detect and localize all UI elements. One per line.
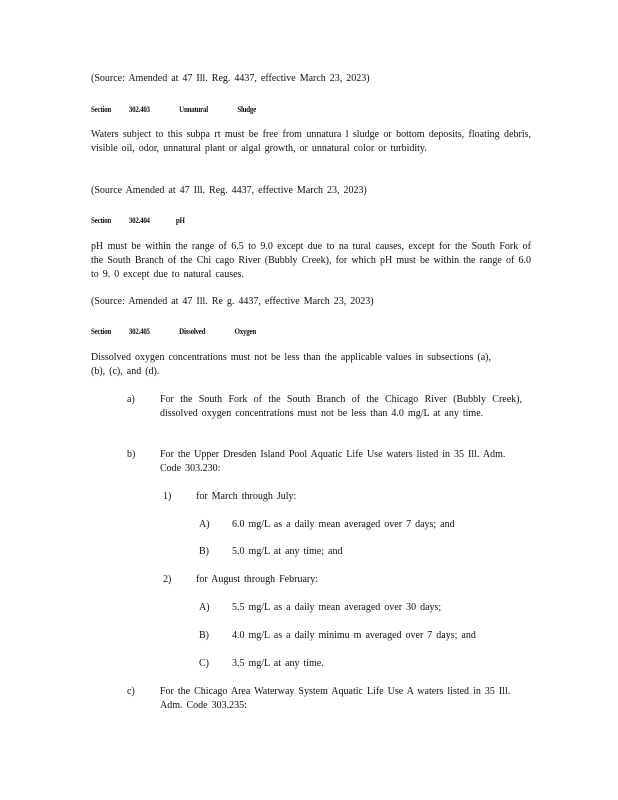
item-label: A) [199,519,210,530]
section-number: 302.405 [128,326,150,336]
item-text: 3.5 mg/L at any time. [232,658,324,669]
item-text: 5.0 mg/L at any time; and [232,546,343,557]
paragraph-302-404: pH must be within the range of 6.5 to 9.0 except due to na tural causes, except for the South Fork of the South Branch of the Chi cago River (Bubbly Creek), for which pH must be within the range of 6.0 to 9. 0 except due to natural causes. [91,241,531,280]
section-heading-302-405 [91,324,256,338]
section-title-word: Unnatural [179,104,208,114]
item-label: a) [127,394,135,405]
source-note: (Source Amended at 47 Ill. Reg. 4437, effective March 23, 2023) [91,185,367,196]
item-text: for March through July: [196,491,297,502]
item-label: 2) [163,574,172,585]
section-label: Section [91,215,111,225]
section-label: Section [91,104,111,114]
item-text: For the Upper Dresden Island Pool Aquatic Life Use waters listed in 35 Ill. Adm. Code 303.230: [160,449,506,474]
source-note: (Source: Amended at 47 Ill. Reg. 4437, effective March 23, 2023) [91,73,370,84]
section-number: 302.404 [128,215,150,225]
section-heading-302-403 [91,102,256,116]
item-text: 4.0 mg/L as a daily minimu m averaged over 7 days; and [232,630,476,641]
section-number: 302.403 [128,104,150,114]
section-title-word: pH [175,215,185,225]
item-label: c) [127,686,135,697]
item-text: for August through February: [196,574,318,585]
item-label: A) [199,602,210,613]
item-label: b) [127,449,136,460]
item-label: B) [199,630,209,641]
item-text: For the South Fork of the South Branch of the Chicago River (Bubbly Creek), dissolved oxygen concentrations must not be less than 4.0 mg/L at any time. [160,394,522,419]
paragraph-302-405: Dissolved oxygen concentrations must not be less than the applicable values in subsections (a), (b), (c), and (d). [91,352,491,377]
section-title-word: Sludge [237,104,257,114]
section-label: Section [91,326,111,336]
paragraph-302-403: Waters subject to this subpa rt must be free from unnatura l sludge or bottom deposits, floating debris, visible oil, odor, unnatural plant or algal growth, or unnatural color or turbidity. [91,129,531,154]
section-title-word: Dissolved [179,326,206,336]
item-label: B) [199,546,209,557]
section-title-word: Oxygen [234,326,256,336]
section-heading-302-404 [91,213,185,227]
item-text: 5.5 mg/L as a daily mean averaged over 30 days; [232,602,442,613]
source-note: (Source: Amended at 47 Ill. Re g. 4437, effective March 23, 2023) [91,296,374,307]
item-label: C) [199,658,209,669]
item-text: 6.0 mg/L as a daily mean averaged over 7 days; and [232,519,455,530]
item-text: For the Chicago Area Waterway System Aquatic Life Use A waters listed in 35 Ill. Adm. Code 303.235: [160,686,511,711]
item-label: 1) [163,491,172,502]
